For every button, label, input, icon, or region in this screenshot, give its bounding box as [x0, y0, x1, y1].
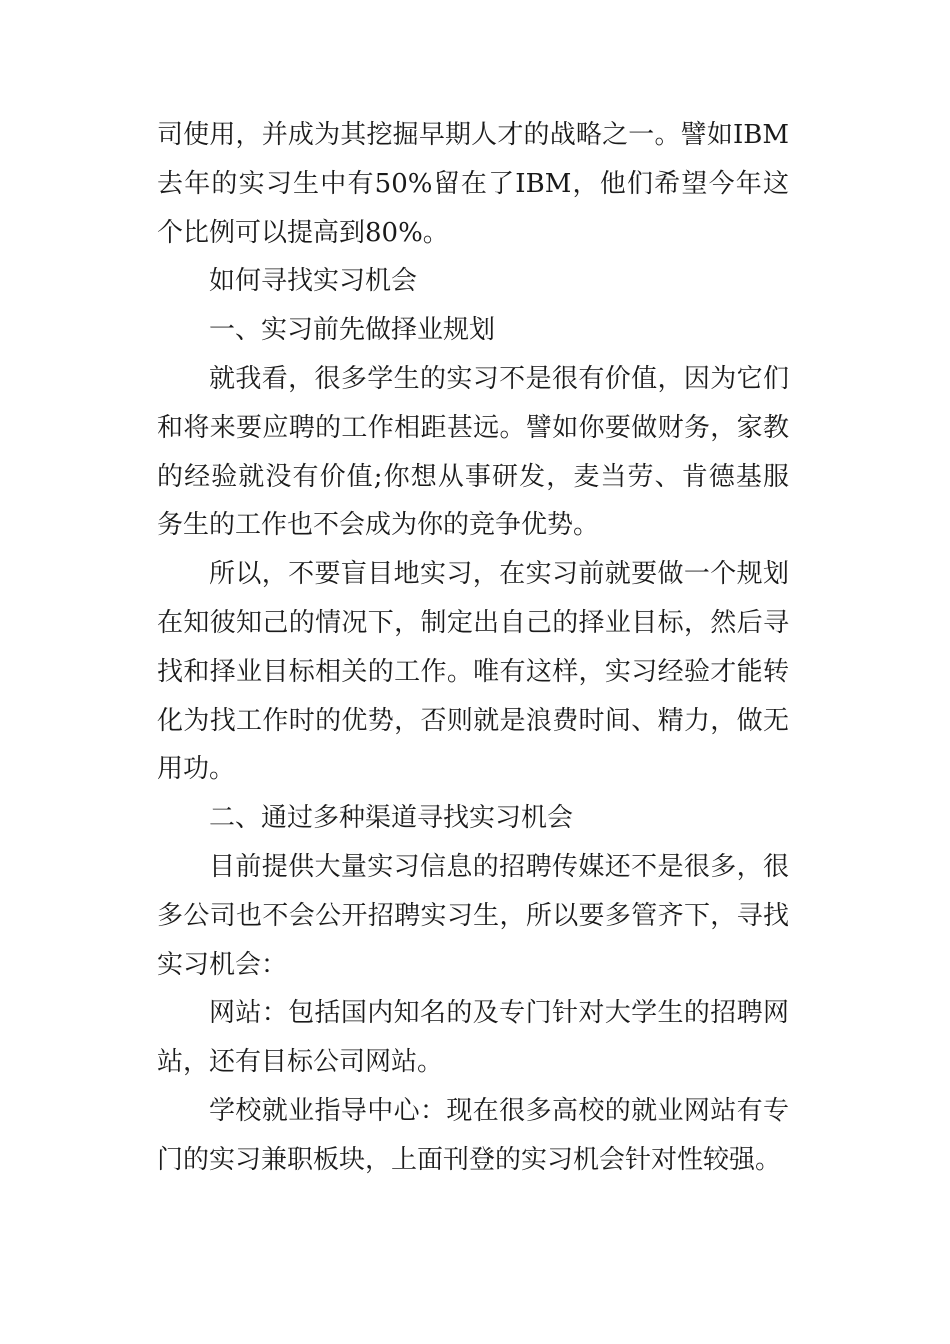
- section-heading-how-to-find: 如何寻找实习机会: [209, 266, 418, 297]
- paragraph: 就我看，很多学生的实习不是很有价值，因为它们和将来要应聘的工作相距甚远。譬如你要做财务，家教的经验就没有价值;你想从事研发，麦当劳、肯德基服务生的工作也不会成为你的竞争优势。: [157, 363, 789, 541]
- paragraph-websites: 网站：包括国内知名的及专门针对大学生的招聘网站，还有目标公司网站。: [157, 998, 789, 1078]
- section-heading-one: 一、实习前先做择业规划: [209, 315, 496, 346]
- paragraph-career-center: 学校就业指导中心：现在很多高校的就业网站有专门的实习兼职板块，上面刊登的实习机会针对性较强。: [157, 1095, 789, 1175]
- section-heading-two: 二、通过多种渠道寻找实习机会: [209, 803, 574, 834]
- paragraph: 目前提供大量实习信息的招聘传媒还不是很多，很多公司也不会公开招聘实习生，所以要多管齐下，寻找实习机会：: [157, 851, 789, 980]
- document-body: [157, 111, 789, 1185]
- paragraph-continuation: 司使用，并成为其挖掘早期人才的战略之一。譬如IBM去年的实习生中有50%留在了IBM，他们希望今年这个比例可以提高到80%。: [157, 120, 789, 248]
- paragraph: 所以，不要盲目地实习，在实习前就要做一个规划在知彼知己的情况下，制定出自己的择业目标，然后寻找和择业目标相关的工作。唯有这样，实习经验才能转化为找工作时的优势，否则就是浪费时间、精力，做无用功。: [157, 559, 789, 785]
